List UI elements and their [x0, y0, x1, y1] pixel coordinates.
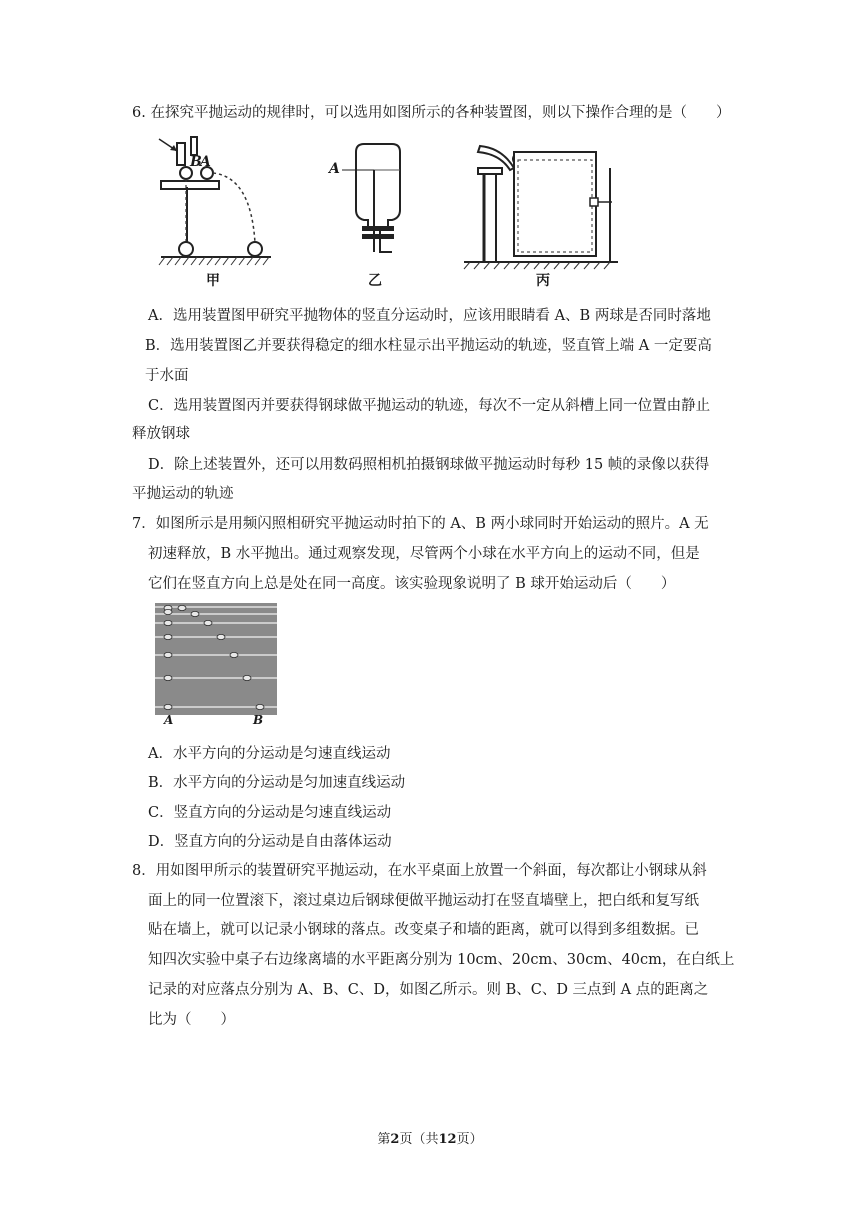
q6-figure-yi [330, 140, 420, 270]
q6-option-d-line2: 平抛运动的轨迹 [132, 486, 234, 502]
q6-mark-B: B [190, 154, 202, 170]
q7-photo-label-B: B [253, 713, 264, 727]
q7-photo-label-A: A [164, 713, 174, 727]
q7-stem-line3: 它们在竖直方向上总是处在同一高度。该实验现象说明了 B 球开始运动后（ ） [148, 576, 676, 592]
footer-middle: 页（共 [399, 1132, 439, 1147]
q7-stem-line1: 7．如图所示是用频闪照相研究平抛运动时拍下的 A、B 两小球同时开始运动的照片。A 无 [132, 516, 709, 532]
q7-option-d: D．竖直方向的分运动是自由落体运动 [148, 834, 392, 850]
q8-stem-line2: 面上的同一位置滚下，滚过桌边后钢球便做平抛运动打在竖直墙壁上，把白纸和复写纸 [148, 893, 699, 909]
q7-strobe-photo [155, 603, 277, 729]
q6-option-a: A．选用装置图甲研究平抛物体的竖直分运动时，应该用眼睛看 A、B 两球是否同时落地 [148, 308, 711, 324]
footer-suffix: 页） [456, 1132, 483, 1147]
q6-label-jia: 甲 [206, 273, 220, 289]
q7-option-c: C．竖直方向的分运动是匀速直线运动 [148, 805, 392, 821]
q7-stem-line2: 初速释放，B 水平抛出。通过观察发现，尽管两个小球在水平方向上的运动不同，但是 [148, 546, 700, 562]
q6-option-c-line1: C．选用装置图丙并要获得钢球做平抛运动的轨迹，每次不一定从斜槽上同一位置由静止 [148, 398, 711, 414]
footer-page-number: 2 [390, 1132, 400, 1147]
q8-stem-line3: 贴在墙上，就可以记录小钢球的落点。改变桌子和墙的距离，就可以得到多组数据。已 [148, 922, 699, 938]
q7-option-b: B．水平方向的分运动是匀加速直线运动 [148, 775, 406, 791]
q6-option-b-line2: 于水面 [145, 368, 189, 384]
q8-stem-line4: 知四次实验中桌子右边缘离墙的水平距离分别为 10cm、20cm、30cm、40cm，在白纸上 [148, 952, 735, 968]
page-footer [0, 1128, 860, 1147]
q6-option-b-line1: B．选用装置图乙并要获得稳定的细水柱显示出平抛运动的轨迹，竖直管上端 A 一定要高 [145, 338, 712, 354]
q8-stem-line5: 记录的对应落点分别为 A、B、C、D，如图乙所示。则 B、C、D 三点到 A 点的距离之 [148, 982, 709, 998]
q6-label-bing: 丙 [536, 273, 550, 289]
q6-label-yi: 乙 [368, 273, 382, 289]
q6-mark-A: A [200, 154, 211, 170]
q6-figure-bing [462, 140, 622, 270]
q6-stem: 6. 在探究平抛运动的规律时，可以选用如图所示的各种装置图，则以下操作合理的是（ ） [132, 105, 731, 121]
q7-option-a: A．水平方向的分运动是匀速直线运动 [148, 746, 391, 762]
q8-stem-line1: 8．用如图甲所示的装置研究平抛运动，在水平桌面上放置一个斜面，每次都让小钢球从斜 [132, 863, 707, 879]
footer-total-pages: 12 [438, 1132, 457, 1147]
q8-stem-line6: 比为（ ） [148, 1012, 235, 1028]
q6-option-d-line1: D．除上述装置外，还可以用数码照相机拍摄钢球做平抛运动时每秒 15 帧的录像以获得 [148, 457, 710, 473]
q6-option-c-line2: 释放钢球 [132, 426, 190, 442]
footer-prefix: 第 [377, 1132, 391, 1147]
q6-mark-A-yi: A [329, 161, 340, 177]
